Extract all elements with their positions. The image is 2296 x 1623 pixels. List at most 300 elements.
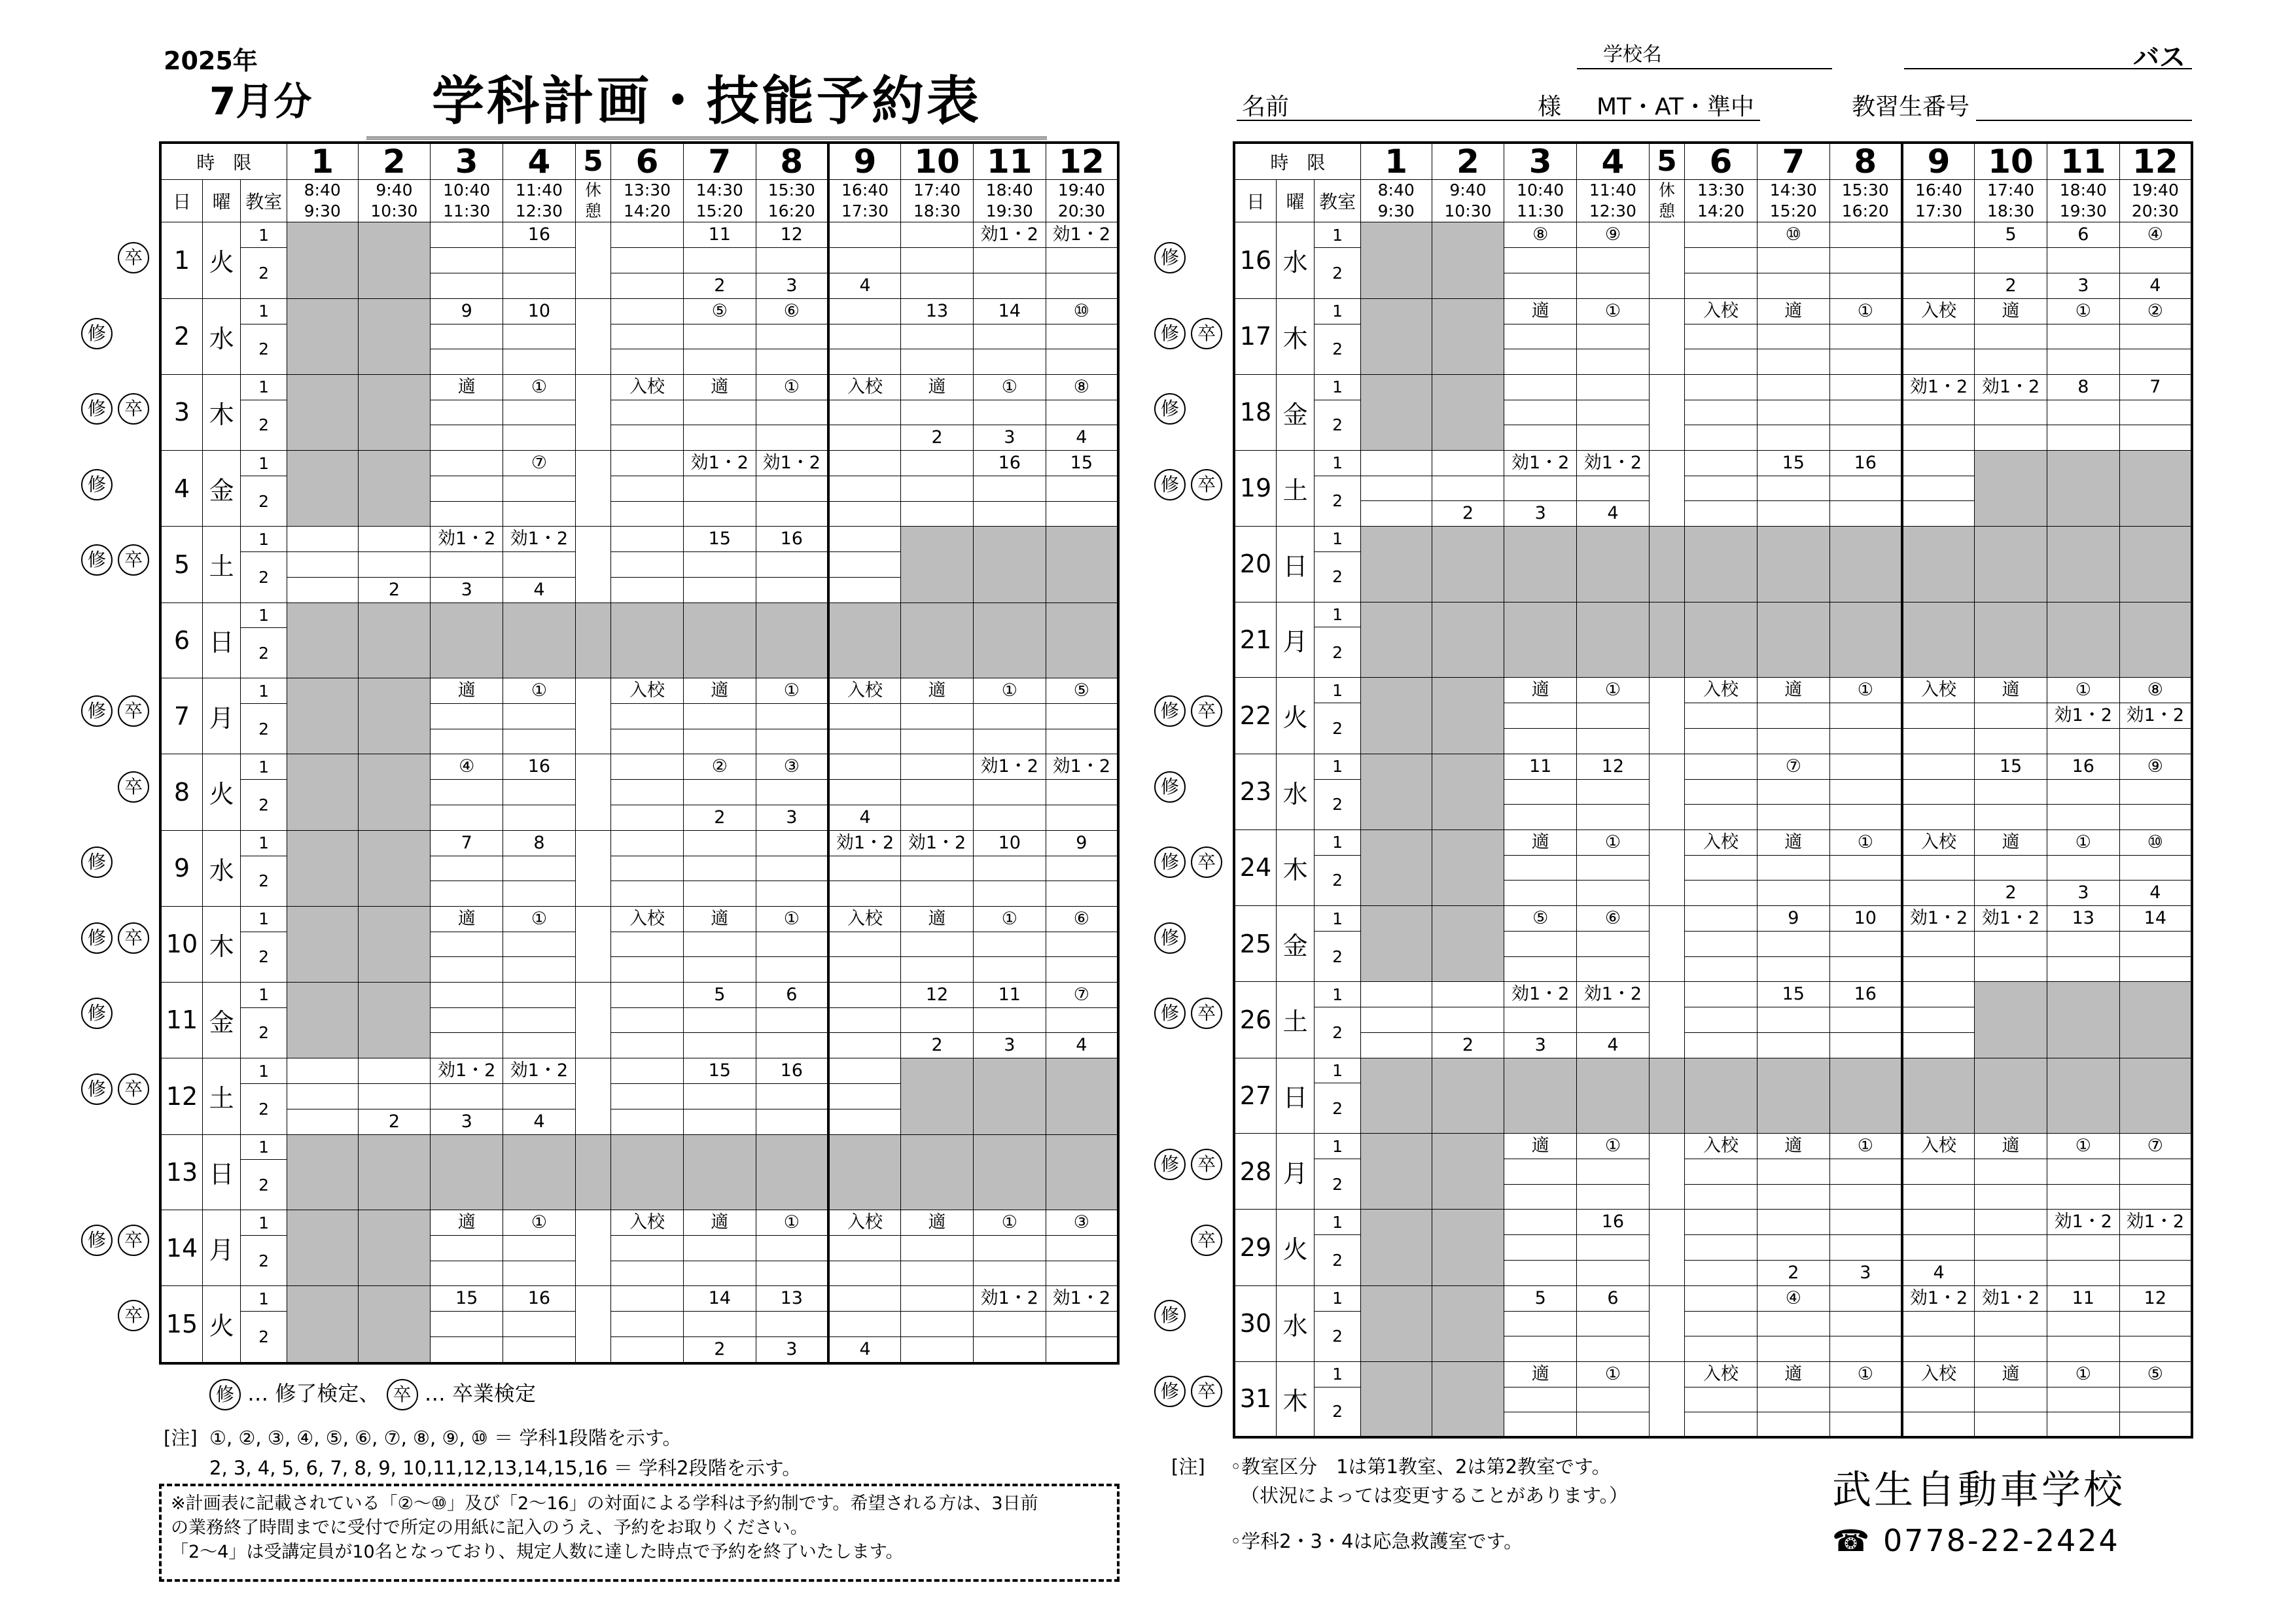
room-2: 2 [1315, 932, 1361, 982]
dow-12: 土 [202, 1058, 240, 1135]
slot-mid [1504, 248, 1577, 273]
slot-mid [1685, 1311, 1757, 1336]
slot-top: ⑥ [1577, 906, 1650, 932]
slot-mid: 効1・2 [2047, 703, 2119, 729]
day-23: 23 [1234, 754, 1276, 829]
slot-top: 効1・2 [1046, 1286, 1118, 1312]
time-end: 16:20 [1841, 201, 1889, 220]
blocked-cell [1046, 1134, 1118, 1210]
slot-mid [611, 476, 684, 502]
blocked-cell [1360, 1285, 1432, 1361]
slot-bottom [1577, 881, 1650, 906]
period-time-9 [828, 180, 901, 222]
dow-8: 火 [202, 754, 240, 831]
slot-bottom [1504, 1412, 1577, 1438]
blocked-cell [1649, 527, 1684, 602]
time-end: 19:30 [2059, 201, 2107, 220]
day-16: 16 [1234, 222, 1276, 299]
slot-bottom [1685, 1336, 1757, 1362]
slot-top: ⑧ [1046, 374, 1118, 400]
period-4: 4 [503, 143, 576, 180]
slot-top [1829, 1285, 1902, 1311]
shu-mark: 修 [209, 1379, 241, 1410]
blocked-cell [973, 1058, 1046, 1135]
dow-10: 木 [202, 906, 240, 982]
slot-mid [1757, 1235, 1829, 1261]
slot-bottom [611, 273, 684, 298]
room-1: 1 [241, 906, 287, 932]
slot-mid [2119, 1159, 2192, 1185]
slot-bottom: 4 [1902, 1260, 1975, 1285]
slot-mid [1577, 400, 1650, 425]
blocked-cell [611, 1134, 684, 1210]
time-end: 12:30 [1589, 201, 1636, 220]
time-start: 13:30 [624, 181, 671, 200]
slot-mid [683, 324, 756, 349]
room-1: 1 [241, 830, 287, 856]
blocked-cell [2119, 602, 2192, 678]
slot-top: ⑦ [1046, 982, 1118, 1007]
slot-mid [503, 552, 576, 578]
slot-top: 16 [2047, 754, 2119, 779]
slot-mid [756, 932, 828, 957]
room-1: 1 [241, 1058, 287, 1084]
blocked-cell [287, 1210, 358, 1286]
slot-mid [756, 476, 828, 502]
slot-bottom [611, 577, 684, 602]
blocked-cell [1360, 374, 1432, 450]
slot-top: 効1・2 [1902, 374, 1975, 400]
slot-bottom [1829, 501, 1902, 527]
period-5: 5 [575, 143, 610, 180]
slot-top: 効1・2 [1975, 1285, 2047, 1311]
slot-bottom [973, 881, 1046, 907]
slot-bottom [431, 1033, 503, 1058]
slot-bottom [1360, 501, 1432, 527]
slot-mid [611, 780, 684, 805]
slot-mid [431, 856, 503, 881]
blocked-cell [611, 602, 684, 678]
slot-bottom [1046, 881, 1118, 907]
day-27: 27 [1234, 1058, 1276, 1134]
slot-mid [1685, 1235, 1757, 1261]
slot-mid [1829, 400, 1902, 425]
slot-mid [2047, 400, 2119, 425]
slot-bottom: 4 [503, 577, 576, 602]
blocked-cell [503, 602, 576, 678]
room-1: 1 [1315, 374, 1361, 400]
sotsu-mark: 卒 [1191, 1376, 1222, 1407]
slot-bottom [2119, 1336, 2192, 1362]
time-end: 11:30 [1517, 201, 1564, 220]
slot-top: 入校 [828, 906, 901, 932]
legend-sotsu-text: … 卒業検定 [424, 1381, 536, 1406]
slot-bottom [1685, 501, 1757, 527]
slot-bottom [1975, 349, 2047, 375]
slot-mid [901, 704, 974, 729]
slot-bottom: 2 [1432, 501, 1504, 527]
slot-bottom [683, 1261, 756, 1286]
slot-top: ② [2119, 298, 2192, 324]
shu-mark: 修 [81, 469, 113, 500]
slot-bottom [683, 729, 756, 754]
slot-mid [756, 704, 828, 729]
blocked-cell [287, 982, 358, 1058]
slot-bottom [1829, 1032, 1902, 1058]
slot-top: ⑤ [1046, 678, 1118, 704]
period-time-6 [1685, 180, 1757, 222]
slot-mid [901, 400, 974, 425]
blocked-cell [1829, 602, 1902, 678]
slot-top: 適 [683, 678, 756, 704]
slot-top: ① [1577, 678, 1650, 703]
blocked-cell [358, 374, 431, 451]
slot-bottom [973, 501, 1046, 527]
slot-top: 入校 [611, 1210, 684, 1236]
slot-mid [358, 552, 431, 578]
slot-mid [1685, 1159, 1757, 1185]
room-2: 2 [241, 704, 287, 754]
time-start: 9:40 [376, 181, 413, 200]
slot-bottom [828, 1109, 901, 1134]
blocked-cell [1432, 829, 1504, 906]
slot-bottom [1685, 273, 1757, 298]
slot-top: 入校 [828, 678, 901, 704]
slot-top: 効1・2 [973, 1286, 1046, 1312]
slot-mid [828, 1007, 901, 1033]
slot-mid [1902, 1007, 1975, 1033]
slot-mid [1975, 324, 2047, 349]
slot-top: 適 [1757, 678, 1829, 703]
sotsu-mark: 卒 [118, 695, 149, 727]
break-cell [575, 1286, 610, 1363]
slot-mid [973, 476, 1046, 502]
slot-top: 入校 [1685, 298, 1757, 324]
slot-mid [431, 400, 503, 425]
blocked-cell [358, 451, 431, 527]
slot-top: 入校 [611, 906, 684, 932]
break-cell [575, 298, 610, 374]
slot-top [901, 222, 974, 248]
shu-mark: 修 [1154, 922, 1186, 954]
blocked-cell [1577, 602, 1650, 678]
period-time-2 [1432, 180, 1504, 222]
slot-bottom [2047, 805, 2119, 830]
slot-mid [503, 1312, 576, 1337]
room-2: 2 [1315, 1159, 1361, 1210]
blocked-cell [1046, 602, 1118, 678]
period-time-3 [431, 180, 503, 222]
slot-mid [1577, 703, 1650, 729]
slot-top: ① [2047, 678, 2119, 703]
slot-mid [1504, 779, 1577, 805]
shu-mark: 修 [1154, 695, 1186, 727]
period-12: 12 [2119, 143, 2192, 180]
slot-top [431, 222, 503, 248]
blocked-cell [1649, 1058, 1684, 1134]
slot-top: 適 [1757, 298, 1829, 324]
day-19: 19 [1234, 450, 1276, 527]
slot-bottom [1902, 805, 1975, 830]
room-1: 1 [241, 678, 287, 704]
slot-bottom [1577, 273, 1650, 298]
dow-29: 火 [1276, 1210, 1314, 1286]
slot-top: 15 [1975, 754, 2047, 779]
slot-bottom [2119, 349, 2192, 375]
slot-bottom [431, 273, 503, 298]
room-1: 1 [241, 1134, 287, 1160]
blocked-cell [1432, 1134, 1504, 1210]
blocked-cell [1432, 1361, 1504, 1437]
slot-mid [1757, 400, 1829, 425]
slot-top: ① [1829, 1361, 1902, 1387]
slot-mid [431, 324, 503, 349]
slot-bottom [1577, 1184, 1650, 1210]
period-time-9 [1902, 180, 1975, 222]
slot-top: 入校 [1685, 678, 1757, 703]
slot-top: ① [1577, 1361, 1650, 1387]
slot-mid [2047, 324, 2119, 349]
slot-mid [1975, 1387, 2047, 1412]
time-start: 19:40 [1057, 181, 1105, 200]
break-cell [575, 678, 610, 754]
slot-mid [1975, 1311, 2047, 1336]
blocked-cell [1685, 1058, 1757, 1134]
slot-bottom [1360, 1032, 1432, 1058]
slot-bottom [1902, 425, 1975, 451]
slot-top: 適 [1504, 678, 1577, 703]
time-start: 15:30 [1841, 181, 1889, 200]
slot-mid [431, 476, 503, 502]
slot-bottom [973, 1261, 1046, 1286]
period-11: 11 [2047, 143, 2119, 180]
slot-bottom [1902, 501, 1975, 527]
slot-top: 適 [431, 374, 503, 400]
slot-top: 適 [901, 906, 974, 932]
slot-bottom [1685, 349, 1757, 375]
name-label: 名前 [1242, 94, 1290, 120]
slot-mid [431, 932, 503, 957]
slot-mid [1829, 1007, 1902, 1033]
slot-mid [683, 932, 756, 957]
shu-mark: 修 [1154, 771, 1186, 803]
slot-bottom [1757, 1032, 1829, 1058]
slot-top: ⑨ [2119, 754, 2192, 779]
slot-bottom [1902, 956, 1975, 982]
slot-bottom [2047, 1184, 2119, 1210]
slot-mid [2119, 324, 2192, 349]
period-time-7 [1757, 180, 1829, 222]
slot-mid [611, 552, 684, 578]
slot-bottom [973, 273, 1046, 298]
slot-bottom [503, 501, 576, 527]
slot-top [611, 222, 684, 248]
slot-top: ② [683, 754, 756, 780]
slot-mid [901, 856, 974, 881]
dow-23: 水 [1276, 754, 1314, 829]
slot-bottom: 2 [1432, 1032, 1504, 1058]
break-cell [1649, 982, 1684, 1058]
sotsu-mark: 卒 [118, 922, 149, 954]
slot-top [1685, 450, 1757, 476]
period-time-12 [1046, 180, 1118, 222]
room-1: 1 [1315, 1285, 1361, 1311]
day-21: 21 [1234, 602, 1276, 678]
time-start: 16:40 [1915, 181, 1963, 200]
slot-top: ① [973, 906, 1046, 932]
slot-mid [1046, 1007, 1118, 1033]
slot-mid [1046, 400, 1118, 425]
slot-bottom: 2 [1975, 273, 2047, 298]
school-name-label: 学校名 [1603, 43, 1662, 66]
slot-mid [1902, 703, 1975, 729]
slot-top: ④ [1757, 1285, 1829, 1311]
blocked-cell [287, 754, 358, 831]
slot-mid [431, 1236, 503, 1261]
slot-top: ⑦ [503, 451, 576, 476]
slot-top: 適 [1757, 1361, 1829, 1387]
slot-mid [1975, 855, 2047, 881]
slot-mid [901, 1007, 974, 1033]
slot-bottom [611, 805, 684, 830]
sotsu-mark: 卒 [1191, 998, 1222, 1029]
blocked-cell [2047, 527, 2119, 602]
room-1: 1 [1315, 602, 1361, 627]
slot-bottom [1504, 1184, 1577, 1210]
slot-bottom [683, 881, 756, 907]
slot-top [611, 527, 684, 552]
slot-bottom [431, 729, 503, 754]
room-2: 2 [1315, 1311, 1361, 1361]
slot-mid [1757, 779, 1829, 805]
slot-mid [1504, 703, 1577, 729]
room-1: 1 [1315, 222, 1361, 248]
slot-top [1685, 754, 1757, 779]
slot-top: ① [1577, 1134, 1650, 1159]
student-no-label: 教習生番号 [1852, 94, 1970, 120]
slot-bottom [1902, 729, 1975, 754]
room-2: 2 [241, 248, 287, 299]
slot-mid [1504, 324, 1577, 349]
dow-1: 火 [202, 222, 240, 299]
room-2: 2 [1315, 476, 1361, 527]
slot-bottom: 4 [1577, 1032, 1650, 1058]
slot-bottom [1975, 805, 2047, 830]
slot-top: 効1・2 [1902, 906, 1975, 932]
period-time-10 [901, 180, 974, 222]
blocked-cell [1360, 1134, 1432, 1210]
slot-mid [1577, 1311, 1650, 1336]
day-17: 17 [1234, 298, 1276, 374]
period-3: 3 [1504, 143, 1577, 180]
slot-mid [2119, 855, 2192, 881]
slot-top: 6 [1577, 1285, 1650, 1311]
slot-bottom [2047, 956, 2119, 982]
room-1: 1 [1315, 906, 1361, 932]
blocked-cell [1360, 1361, 1432, 1437]
slot-mid [2119, 248, 2192, 273]
sotsu-mark: 卒 [118, 242, 149, 273]
slot-top: ① [2047, 829, 2119, 855]
slot-bottom [828, 729, 901, 754]
slot-bottom [1504, 425, 1577, 451]
blocked-cell [1685, 527, 1757, 602]
month: 7月分 [209, 79, 312, 124]
slot-top [1360, 450, 1432, 476]
blocked-cell [431, 602, 503, 678]
slot-top: 15 [1046, 451, 1118, 476]
slot-top: 入校 [1902, 829, 1975, 855]
slot-bottom [2119, 425, 2192, 451]
slot-bottom [431, 1261, 503, 1286]
blocked-cell [1975, 602, 2047, 678]
slot-mid [1975, 703, 2047, 729]
slot-top [1757, 1210, 1829, 1235]
time-end: 20:30 [1057, 201, 1105, 220]
blocked-cell [287, 906, 358, 982]
slot-mid [2119, 779, 2192, 805]
blocked-cell [358, 222, 431, 299]
period-7: 7 [683, 143, 756, 180]
slot-bottom [1046, 273, 1118, 298]
slot-top: 適 [1757, 1134, 1829, 1159]
slot-bottom [431, 805, 503, 830]
slot-mid [1504, 855, 1577, 881]
slot-top: 入校 [1902, 298, 1975, 324]
slot-bottom [1685, 1412, 1757, 1438]
day-12: 12 [160, 1058, 202, 1135]
slot-mid [2047, 779, 2119, 805]
slot-top [901, 754, 974, 780]
slot-mid [1757, 1387, 1829, 1412]
slot-mid [1685, 779, 1757, 805]
slot-top: ③ [1046, 1210, 1118, 1236]
period-time-4 [503, 180, 576, 222]
slot-bottom [1685, 729, 1757, 754]
slot-mid [756, 1312, 828, 1337]
time-start: 休 [1658, 181, 1675, 200]
slot-top [1360, 982, 1432, 1007]
slot-bottom: 2 [683, 273, 756, 298]
slot-top: ① [503, 678, 576, 704]
period-time-8 [1829, 180, 1902, 222]
slot-mid [2119, 932, 2192, 957]
slot-mid [503, 704, 576, 729]
slot-top: ① [2047, 298, 2119, 324]
slot-top: 適 [431, 1210, 503, 1236]
slot-bottom [1685, 956, 1757, 982]
slot-bottom [2119, 956, 2192, 982]
slot-top: 入校 [828, 374, 901, 400]
day-22: 22 [1234, 678, 1276, 754]
blocked-cell [1829, 527, 1902, 602]
room-2: 2 [241, 552, 287, 603]
slot-bottom [1046, 1261, 1118, 1286]
blocked-cell [287, 374, 358, 451]
slot-bottom: 3 [1504, 1032, 1577, 1058]
slot-mid [683, 1007, 756, 1033]
day-24: 24 [1234, 829, 1276, 906]
slot-mid [503, 780, 576, 805]
blocked-cell [287, 830, 358, 906]
dow-header: 曜 [202, 180, 240, 222]
slot-bottom: 3 [431, 577, 503, 602]
slot-top: ① [756, 374, 828, 400]
slot-top: 適 [683, 906, 756, 932]
slot-mid [503, 1007, 576, 1033]
slot-mid [1902, 476, 1975, 501]
blocked-cell [1432, 602, 1504, 678]
